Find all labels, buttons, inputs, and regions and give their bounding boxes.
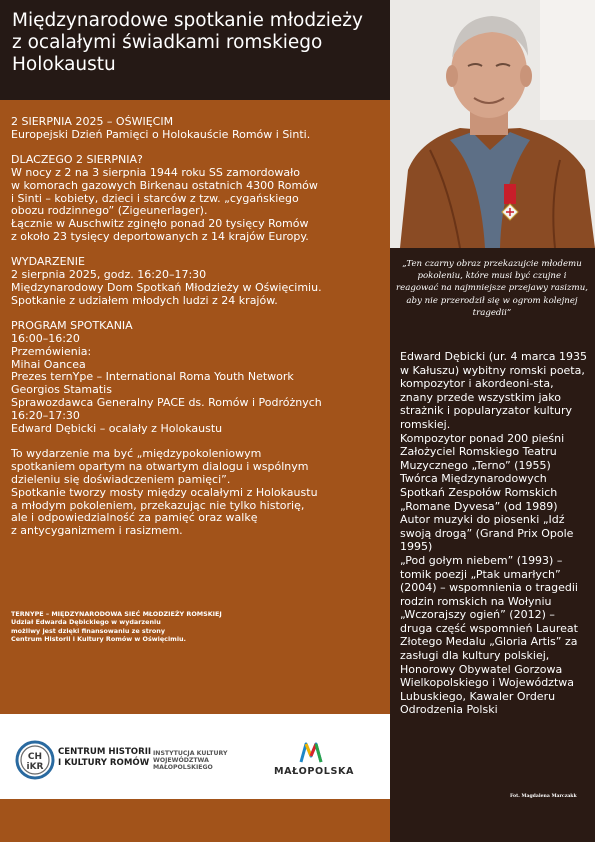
photo-credit: Fot. Magdalena Marczakk [510,794,577,799]
section-program [11,320,383,436]
biography-text: Edward Dębicki (ur. 4 marca 1935 w Kałuszu) wybitny romski poeta, kompozytor i akordeoni-sta, znany przede wszystkim jako strażnik i popularyzator kultury romskiej. Kompozytor ponad 200 pieśni Założyciel Romskiego Teatru Muzycznego „Terno” (1955) Twórca Międzynarodowych Spotkań Zespołów Romskich „Romane Dyvesa” (od 1989) Autor muzyki do piosenki „Idź swoją drogą” (Grand Prix Opole 1995) „Pod gołym niebem” (1993) – tomik poezji „Ptak umarłych” (2004) – wspomnienia o tragedii rodzin romskich na Wołyniu „Wczorajszy ogień” (2012) – druga część wspomnień Laureat Złotego Medalu „Gloria Artis” za zasługi dla kultury polskiej, Honorowy Obywatel Gorzowa Wielkopolskiego i Województwa Lubuskiego, Kawaler Orderu Odrodzenia Polski [400,350,588,717]
chikr-line: I KULTURY ROMÓW [58,758,150,768]
chikr-mark-bottom: iKR [26,762,44,772]
chikr-name [58,747,151,769]
portrait-illustration [390,0,595,248]
funding-line: Centrum Historii i Kultury Romów w Oświęcimiu. [11,635,186,644]
institution-line: INSTYTUCJA KULTURY [153,750,228,757]
malopolska-logo-icon [298,740,324,764]
page-title: Międzynarodowe spotkanie młodzieży z ocalałymi świadkami romskiego Holokaustu [12,10,363,75]
chikr-line: CENTRUM HISTORII [58,747,152,757]
institution-note [153,750,227,772]
section-body: To wydarzenie ma być „międzypokoleniowym spotkaniem opartym na otwartym dialogu i wspólnym dzieleniu się doświadczeniem pamięci”. Spotkanie tworzy mosty między ocalałymi z Holokaustu a młodym pokoleniem, przekazując nie tylko historię, ale i odpowiedzialność za pamięć oraz walkę z antycyganizmem i rasizmem. [11,446,318,538]
malopolska-logo-text: MAŁOPOLSKA [274,766,355,777]
section-body: 2 sierpnia 2025, godz. 16:20–17:30 Międzynarodowy Dom Spotkań Młodzieży w Oświęcimiu. Spotkanie z udziałem młodych ludzi z 24 krajów. [11,268,322,307]
logo-bar [0,714,390,799]
section-heading: DLACZEGO 2 SIERPNIA? [11,152,143,166]
funding-title: TERNYPE – MIĘDZYNARODOWA SIEĆ MŁODZIEŻY ROMSKIEJ [11,610,222,618]
section-date [11,116,383,142]
section-body: Europejski Dzień Pamięci o Holokauście Romów i Sinti. [11,127,311,141]
section-description [11,448,383,538]
section-body: 16:00–16:20 Przemówienia: Mihai Oancea Prezes ternYpe – International Roma Youth Network Georgios Stamatis Sprawozdawca Generalny PACE ds. Romów i Podróżnych 16:20–17:30 Edward Dębicki – ocalały z Holokaustu [11,331,322,436]
chikr-logo-icon [15,740,55,780]
section-body: W nocy z 2 na 3 sierpnia 1944 roku SS zamordowało w komorach gazowych Birkenau ostatnich 4300 Romów i Sinti – kobiety, dzieci i starców z tzw. „cygańskiego obozu rodzinnego” (Zigeunerlager). Łącznie w Auschwitz zginęło ponad 20 tysięcy Romów z około 23 tysięcy deportowanych z 14 krajów Europy. [11,165,318,244]
section-heading: PROGRAM SPOTKANIA [11,318,133,332]
funding-line: Udział Edwarda Dębickiego w wydarzeniu [11,618,161,627]
funding-note [11,610,311,644]
section-event [11,256,383,308]
title-box [0,0,390,100]
chikr-mark-top: CH [27,752,43,762]
event-content [11,116,383,550]
portrait-photo [390,0,595,248]
right-column [390,0,595,842]
section-heading: 2 SIERPNIA 2025 – OŚWIĘCIM [11,115,174,128]
funding-line: możliwy jest dzięki finansowaniu ze strony [11,626,166,635]
institution-line: WOJEWÓDZTWA [153,757,209,765]
quote-text: „Ten czarny obraz przekazujcie młodemu pokoleniu, które musi być czujne i reagować na najmniejsze przejawy rasizmu, aby nie przerodził się w ogrom kolejnej tragedii” [396,259,588,318]
section-why [11,154,383,244]
institution-line: MAŁOPOLSKIEGO [153,764,213,772]
section-heading: WYDARZENIE [11,255,85,269]
